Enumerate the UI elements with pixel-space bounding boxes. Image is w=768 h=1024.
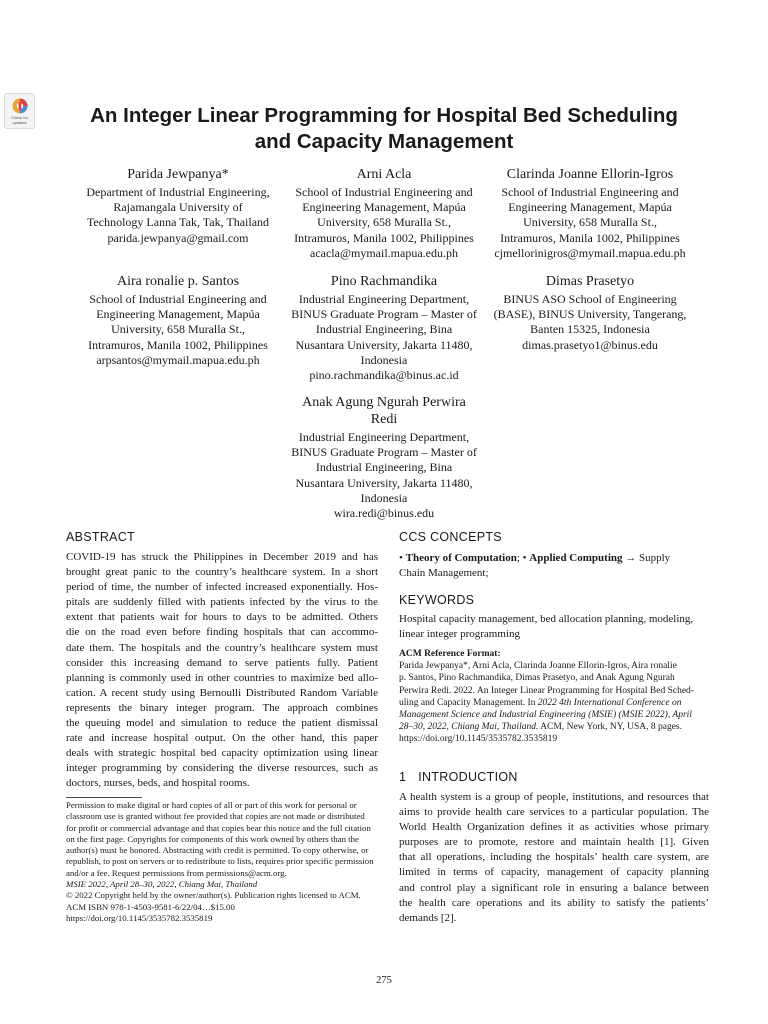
abstract-body [66,550,378,792]
footnote-line: for profit or commercial advantage and that copies bear this notice and the full citation [66,822,371,833]
author-affiliation: Department of Industrial Engineering, [86,185,270,199]
author-email[interactable]: acacla@mymail.mapua.edu.ph [310,245,458,260]
author-name: Aira ronalie p. Santos [116,274,240,289]
author-affiliation: Engineering Management, Mapúa [96,307,260,322]
author-affiliation: School of Industrial Engineering and [89,292,267,306]
acm-reference-line [399,721,709,733]
abstract-line: cation. A recent study using Bernoulli Distributed Random Variable [66,686,378,699]
check-for-updates-icon [11,97,29,115]
author-block-1 [78,166,278,246]
abstract-line: extent that patients wait for hours to days to be admitted. Others [66,611,378,624]
author-affiliation: Industrial Engineering, Bina [315,322,453,337]
introduction-heading [399,770,709,784]
ccs-line-2: Chain Management; [399,567,489,580]
intro-line: limited in terms of capacity, management of capacity planning [399,866,709,879]
author-affiliation: Engineering Management, Mapúa [508,200,672,215]
abstract-heading: ABSTRACT [66,530,136,544]
author-block-6 [490,273,690,353]
acm-ref-text: uling and Capacity Management. In [399,697,538,708]
author-block-4 [78,273,278,368]
author-block-3 [490,166,690,261]
title-line-1: An Integer Linear Programming for Hospital Bed Scheduling [90,104,678,127]
author-affiliation: Intramuros, Manila 1002, Philippines [294,230,474,245]
author-affiliation: Intramuros, Manila 1002, Philippines [88,337,268,352]
author-affiliation: Nusantara University, Jakarta 11480, [295,337,473,352]
acm-ref-venue: 2022 4th International Conference on [537,697,682,708]
intro-line: that all operations, including the hospitals’ health care system, are [399,851,709,864]
abstract-line: pitals are suddenly filled with patients infected by the virus to the [66,596,378,609]
abstract-line: rate and increase hospital output. On the other hand, this paper [66,732,378,745]
author-affiliation: Technology Lanna Tak, Tak, Thailand [86,215,270,230]
author-affiliation: BINUS Graduate Program – Master of [291,445,477,460]
footnote-line: Permission to make digital or hard copies of all or part of this work for personal or [66,800,357,810]
abstract-line: COVID-19 has struck the Philippines in December 2019 and has [66,551,378,563]
author-name: Clarinda Joanne Ellorin-Igros [506,167,674,182]
ccs-concepts-heading: CCS CONCEPTS [399,530,502,544]
author-name-cont: Redi [370,412,398,427]
section-title: INTRODUCTION [418,770,518,784]
author-affiliation: BINUS ASO School of Engineering [503,292,677,306]
ccs-bullet: • [399,552,406,564]
author-affiliation: School of Industrial Engineering and [501,185,679,199]
ccs-term: Theory of Computation [405,552,517,564]
page-number: 275 [376,975,392,986]
intro-line: the health care operations and its ability to satisfy the patients’ [399,896,709,909]
introduction-body [399,790,709,926]
footnote-line: classroom use is granted without fee provided that copies are not made or distributed [66,811,365,822]
footnote-venue: MSIE 2022, April 28–30, 2022, Chiang Mai, Thailand [66,879,258,890]
intro-line: World Health Organization defines it as activities whose primary [399,821,709,834]
intro-line: aims to provide health care services to a particular population. The [399,806,709,819]
acm-reference-line: Management Science and Industrial Engineering (MSIE) (MSIE 2022), April [399,710,692,721]
intro-line: A health system is a group of people, institutions, and resources that [399,791,709,803]
author-block-7 [284,394,484,521]
ccs-concepts-body [399,551,709,581]
ccs-line-1 [399,551,709,566]
badge-text-2: updates [12,120,27,125]
author-affiliation: Industrial Engineering Department, [298,292,470,306]
footnote-line: on the first page. Copyrights for components of this work owned by others than the [66,833,359,844]
footnote-line: and/or a fee. Request permissions from permissions@acm.org. [66,867,287,878]
keywords-line: linear integer programming [399,628,520,641]
acm-reference-doi-link[interactable]: https://doi.org/10.1145/3535782.3535819 [399,734,558,745]
ccs-separator: ; • [516,552,530,564]
intro-line: demands [2]. [399,911,457,924]
author-name: Anak Agung Ngurah Perwira [302,395,466,410]
author-name: Dimas Prasetyo [545,274,635,289]
author-affiliation: Indonesia [360,490,408,505]
footnote-doi-link[interactable]: https://doi.org/10.1145/3535782.3535819 [66,912,213,923]
author-affiliation: Nusantara University, Jakarta 11480, [295,475,473,490]
author-affiliation: Industrial Engineering Department, [298,430,470,444]
abstract-line: period of time, the number of infected increased exponentially. Hos- [66,581,378,594]
author-affiliation: Industrial Engineering, Bina [315,460,453,475]
author-email[interactable]: cjmellorinigros@mymail.mapua.edu.ph [494,245,686,260]
author-affiliation: School of Industrial Engineering and [295,185,473,199]
keywords-heading: KEYWORDS [399,593,475,607]
footnote-line: republish, to post on servers or to redistribute to lists, requires prior specific permission [66,856,374,867]
author-affiliation: Engineering Management, Mapúa [302,200,466,215]
section-number: 1 [399,770,407,784]
acm-reference-heading: ACM Reference Format: [399,649,501,659]
abstract-line: brought great panic to the country’s healthcare system. In a short [66,566,378,579]
author-affiliation: Indonesia [360,352,408,367]
intro-line: and control play a significant role in ensuring a balance between [399,881,709,894]
abstract-line: consider this increasing demand to serve patients fully. Patient [66,656,378,669]
author-email[interactable]: arpsantos@mymail.mapua.edu.ph [96,352,260,367]
footnote-rule [66,797,142,798]
keywords-line: Hospital capacity management, bed allocation planning, modeling, [399,613,694,625]
acm-reference [399,648,709,746]
author-affiliation: University, 658 Muralla St., [317,215,451,230]
abstract-line: planning is commonly used in other countries to maximize bed allo- [66,671,378,684]
author-name: Arni Acla [356,167,412,182]
acm-reference-line: p. Santos, Pino Rachmandika, Dimas Prasetyo, and Anak Agung Ngurah [399,673,675,684]
author-name: Parida Jewpanya* [127,167,229,182]
author-name: Pino Rachmandika [330,274,438,289]
ccs-term: Applied Computing [529,552,623,564]
author-email[interactable]: parida.jewpanya@gmail.com [107,230,249,245]
permission-footnote [66,800,378,924]
acm-reference-line: Parida Jewpanya*, Arni Acla, Clarinda Joanne Ellorin-Igros, Aira ronalie [399,661,677,672]
ccs-arrow-text: → Supply [622,552,671,564]
acm-ref-venue: 28–30, 2022, Chiang Mai, Thailand. [399,722,539,733]
abstract-line: die on the road even before finding hospitals that can accommo- [66,626,378,639]
keywords-body [399,612,709,642]
badge-text-1: Check for [10,115,29,120]
author-affiliation: (BASE), BINUS University, Tangerang, [493,307,687,322]
acm-ref-text: ACM, New York, NY, USA, 8 pages. [538,722,683,733]
abstract-line: doctors, nurses, beds, and hospital rooms. [66,777,250,790]
intro-line: purposes are to promote, restore and maintain health [1]. Given [399,836,709,849]
author-email[interactable]: pino.rachmandika@binus.ac.id [309,368,459,383]
author-affiliation: University, 658 Muralla St., [523,215,657,230]
check-for-updates-badge[interactable] [4,93,35,129]
author-block-5 [284,273,484,383]
footnote-line: author(s) must be honored. Abstracting with credit is permitted. To copy otherwise, or [66,845,369,856]
abstract-line: represents the binary integer program. The approach combines [66,701,378,714]
author-affiliation: Rajamangala University of [113,200,243,215]
footnote-copyright: © 2022 Copyright held by the owner/author(s). Publication rights licensed to ACM. [66,890,361,901]
author-affiliation: BINUS Graduate Program – Master of [291,307,477,322]
footnote-isbn: ACM ISBN 978-1-4503-9581-6/22/04…$15.00 [66,901,235,912]
title-line-2: and Capacity Management [254,130,514,153]
paper-title [40,103,728,155]
abstract-line: integer programming by considering the diverse resources, such as [66,762,378,775]
abstract-line: the queuing model and simulation to reduce the patient dismissal [66,717,378,730]
author-email[interactable]: wira.redi@binus.edu [333,506,435,521]
author-affiliation: University, 658 Muralla St., [111,322,245,337]
author-email[interactable]: dimas.prasetyo1@binus.edu [522,337,658,352]
abstract-line: deals with strategic hospital bed capacity optimization using linear [66,747,378,760]
acm-reference-line: Perwira Redi. 2022. An Integer Linear Programming for Hospital Bed Sched- [399,685,694,696]
author-block-2 [284,166,484,261]
abstract-line: date them. The hospitals and the country’s healthcare system must [66,641,378,654]
author-affiliation: Banten 15325, Indonesia [530,322,650,337]
author-affiliation: Intramuros, Manila 1002, Philippines [500,230,680,245]
acm-reference-line [399,697,709,709]
